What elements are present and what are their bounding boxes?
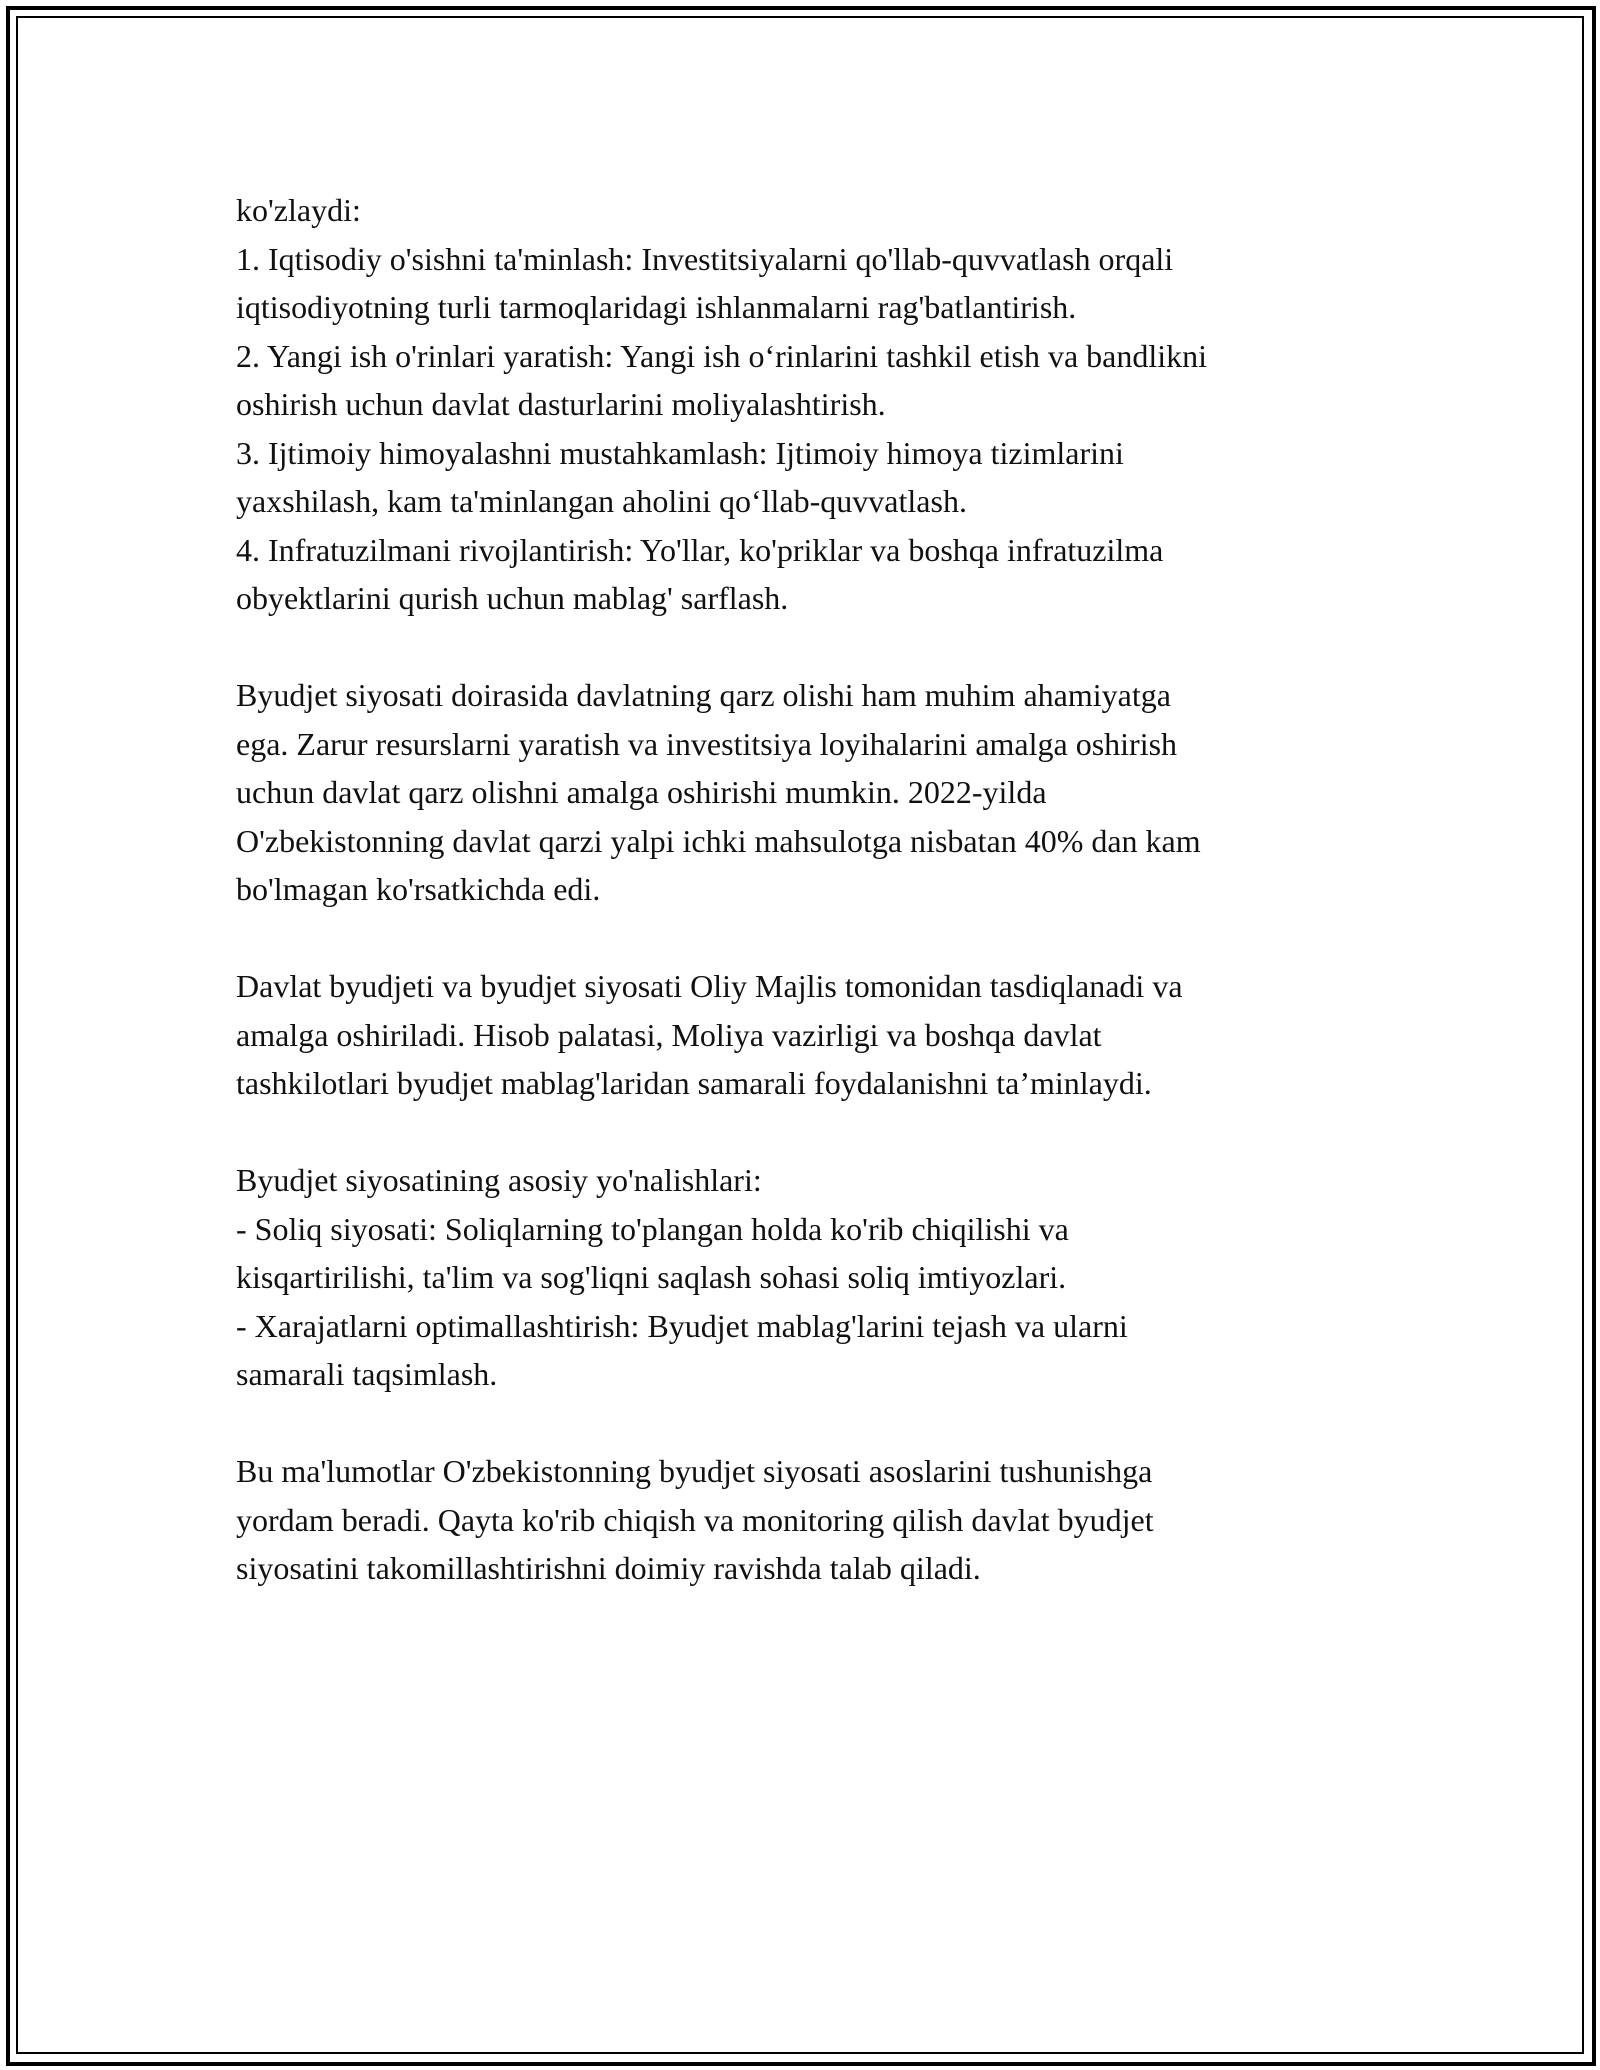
text-line: Bu ma'lumotlar O'zbekistonning byudjet siyosati asoslarini tushunishga (236, 1453, 1153, 1489)
text-line: siyosatini takomillashtirishni doimiy ravishda talab qiladi. (236, 1550, 981, 1586)
text-line: Davlat byudjeti va byudjet siyosati Oliy Majlis tomonidan tasdiqlanadi va (236, 968, 1183, 1004)
text-line: amalga oshiriladi. Hisob palatasi, Moliya vazirligi va boshqa davlat (236, 1016, 1102, 1053)
bullet-line: - Xarajatlarni optimallashtirish: Byudjet mablag'larini tejash va ularni (236, 1307, 1128, 1344)
paragraph-state-debt (236, 671, 1416, 914)
text-line: ko'zlaydi: (236, 192, 361, 228)
text-line: O'zbekistonning davlat qarzi yalpi ichki mahsulotga nisbatan 40% dan kam (236, 822, 1201, 859)
list-item-2-line: oshirish uchun davlat dasturlarini moliyalashtirish. (236, 386, 886, 422)
text-line: uchun davlat qarz olishni amalga oshirishi mumkin. 2022-yilda (236, 774, 1047, 810)
paragraph-approval (236, 962, 1416, 1108)
paragraph-main-directions (236, 1156, 1416, 1399)
document-body (236, 186, 1416, 1593)
list-item-1-line: iqtisodiyotning turli tarmoqlaridagi ishlanmalarni rag'batlantirish. (236, 289, 1077, 325)
list-item-3-line: yaxshilash, kam ta'minlangan aholini qo‘llab-quvvatlash. (236, 483, 967, 519)
bullet-line: samarali taqsimlash. (236, 1356, 498, 1392)
bullet-line: - Soliq siyosati: Soliqlarning to'plangan holda ko'rib chiqilishi va (236, 1210, 1069, 1247)
list-item-3-line: 3. Ijtimoiy himoyalashni mustahkamlash: Ijtimoiy himoya tizimlarini (236, 434, 1124, 471)
list-item-4-line: 4. Infratuzilmani rivojlantirish: Yo'llar, ko'priklar va boshqa infratuzilma (236, 531, 1164, 568)
text-line: ega. Zarur resurslarni yaratish va investitsiya loyihalarini amalga oshirish (236, 725, 1178, 762)
text-line: Byudjet siyosatining asosiy yo'nalishlari: (236, 1162, 762, 1198)
paragraph-conclusion (236, 1447, 1416, 1593)
text-line: yordam beradi. Qayta ko'rib chiqish va monitoring qilish davlat byudjet (236, 1501, 1154, 1538)
list-item-4-line: obyektlarini qurish uchun mablag' sarflash. (236, 580, 789, 616)
list-item-1-line: 1. Iqtisodiy o'sishni ta'minlash: Investitsiyalarni qo'llab-quvvatlash orqali (236, 240, 1174, 277)
text-line: Byudjet siyosati doirasida davlatning qarz olishi ham muhim ahamiyatga (236, 677, 1171, 713)
list-item-2-line: 2. Yangi ish o'rinlari yaratish: Yangi ish o‘rinlarini tashkil etish va bandlikni (236, 337, 1208, 374)
bullet-line: kisqartirilishi, ta'lim va sog'liqni saqlash sohasi soliq imtiyozlari. (236, 1259, 1067, 1295)
paragraph-goals-list (236, 186, 1416, 623)
text-line: bo'lmagan ko'rsatkichda edi. (236, 871, 601, 907)
text-line: tashkilotlari byudjet mablag'laridan samarali foydalanishni ta’minlaydi. (236, 1065, 1152, 1101)
